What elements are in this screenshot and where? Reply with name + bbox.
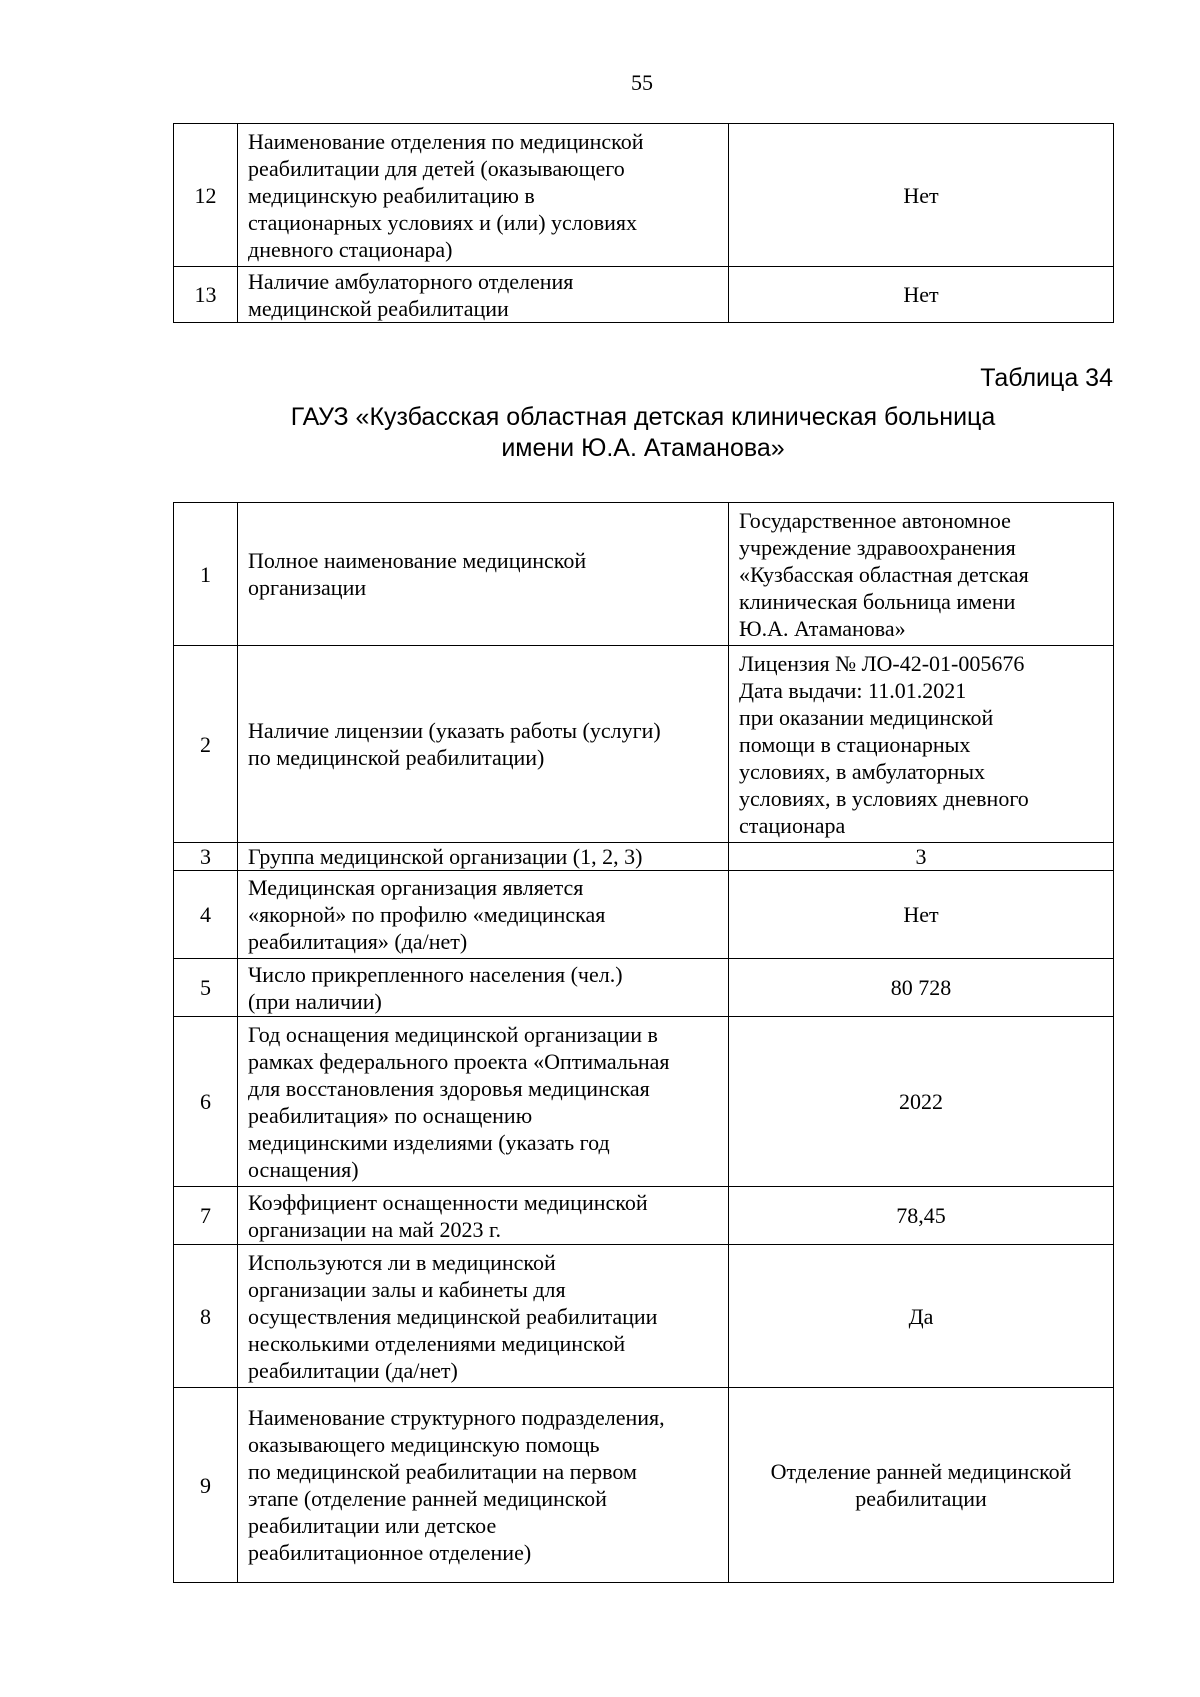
row-label (238, 1245, 729, 1388)
row-label (238, 124, 729, 267)
row-number: 1 (174, 503, 238, 646)
row-label-text: Наличие лицензии (указать работы (услуги) по медицинской реабилитации) (248, 718, 661, 770)
row-label (238, 1187, 729, 1245)
row-number: 13 (174, 267, 238, 323)
row-value-text: Нет (903, 182, 939, 208)
row-label-text: Число прикрепленного населения (чел.) (при наличии) (248, 961, 623, 1014)
row-value (729, 124, 1114, 267)
row-number: 3 (174, 843, 238, 871)
row-number: 6 (174, 1017, 238, 1187)
table-row (174, 959, 1114, 1017)
row-label-text: Используются ли в медицинской организации залы и кабинеты для осуществления медицинской реабилитации несколькими отделениями медицинской реабилитации (да/нет) (248, 1249, 658, 1383)
row-number: 5 (174, 959, 238, 1017)
row-label (238, 267, 729, 323)
row-label-text: Медицинская организация является «якорной» по профилю «медицинская реабилитация» (да/нет) (248, 875, 606, 954)
row-label (238, 871, 729, 959)
table-row (174, 843, 1114, 871)
row-value-text: 78,45 (896, 1203, 946, 1228)
row-label-text: Год оснащения медицинской организации в рамках федерального проекта «Оптимальная для восстановления здоровья медицинская реабилитация» по оснащению медицинскими изделиями (указать год оснащения) (248, 1021, 670, 1182)
row-label (238, 843, 729, 871)
table-row (174, 1388, 1114, 1583)
table-row (174, 646, 1114, 843)
row-label (238, 646, 729, 843)
table-row (174, 503, 1114, 646)
row-number: 8 (174, 1245, 238, 1388)
row-label-text: Коэффициент оснащенности медицинской организации на май 2023 г. (248, 1189, 648, 1242)
row-value (729, 1388, 1114, 1583)
organization-title: ГАУЗ «Кузбасская областная детская клиническая больница имени Ю.А. Атаманова» (290, 403, 996, 462)
row-value-text: 3 (915, 844, 927, 869)
row-value (729, 843, 1114, 871)
continued-table (173, 123, 1114, 323)
table-row (174, 1245, 1114, 1388)
row-value-text: Нет (903, 902, 939, 927)
row-value (729, 871, 1114, 959)
row-number: 9 (174, 1388, 238, 1583)
row-value-text: Да (908, 1303, 934, 1329)
table-caption: Таблица 34 (980, 364, 1113, 392)
row-label (238, 959, 729, 1017)
row-label (238, 503, 729, 646)
row-value (729, 267, 1114, 323)
table-row (174, 871, 1114, 959)
row-value-text: Лицензия № ЛО-42-01-005676 Дата выдачи: 11.01.2021 при оказании медицинской помощи в стационарных условиях, в амбулаторных условиях, в условиях дневного стационара (739, 650, 1029, 838)
row-label-text: Наименование структурного подразделения, оказывающего медицинскую помощь по медицинской реабилитации на первом этапе (отделение ранней медицинской реабилитации или детское реабилитационное отделение) (248, 1405, 665, 1565)
page-number: 55 (631, 70, 653, 95)
table-row (174, 267, 1114, 323)
row-number: 12 (174, 124, 238, 267)
row-value (729, 1017, 1114, 1187)
row-label-text: Полное наименование медицинской организации (248, 548, 587, 600)
row-value-text: Нет (903, 282, 939, 307)
row-value-text: 2022 (899, 1089, 943, 1114)
row-label-text: Наличие амбулаторного отделения медицинской реабилитации (248, 268, 574, 321)
row-value-text: Государственное автономное учреждение здравоохранения «Кузбасская областная детская клиническая больница имени Ю.А. Атаманова» (739, 507, 1029, 641)
table-row (174, 1187, 1114, 1245)
row-value-text: 80 728 (890, 975, 952, 1000)
row-number: 7 (174, 1187, 238, 1245)
row-label-text: Группа медицинской организации (1, 2, 3) (248, 844, 643, 869)
row-value (729, 1245, 1114, 1388)
row-value (729, 959, 1114, 1017)
row-value (729, 503, 1114, 646)
table-row (174, 124, 1114, 267)
row-value-text: Отделение ранней медицинской реабилитации (770, 1459, 1072, 1511)
row-label (238, 1388, 729, 1583)
row-label (238, 1017, 729, 1187)
organization-info-table (173, 502, 1114, 1583)
row-label-text: Наименование отделения по медицинской реабилитации для детей (оказывающего медицинскую реабилитацию в стационарных условиях и (или) условиях дневного стационара) (248, 128, 644, 262)
row-value (729, 1187, 1114, 1245)
row-value (729, 646, 1114, 843)
table-row (174, 1017, 1114, 1187)
row-number: 4 (174, 871, 238, 959)
row-number: 2 (174, 646, 238, 843)
